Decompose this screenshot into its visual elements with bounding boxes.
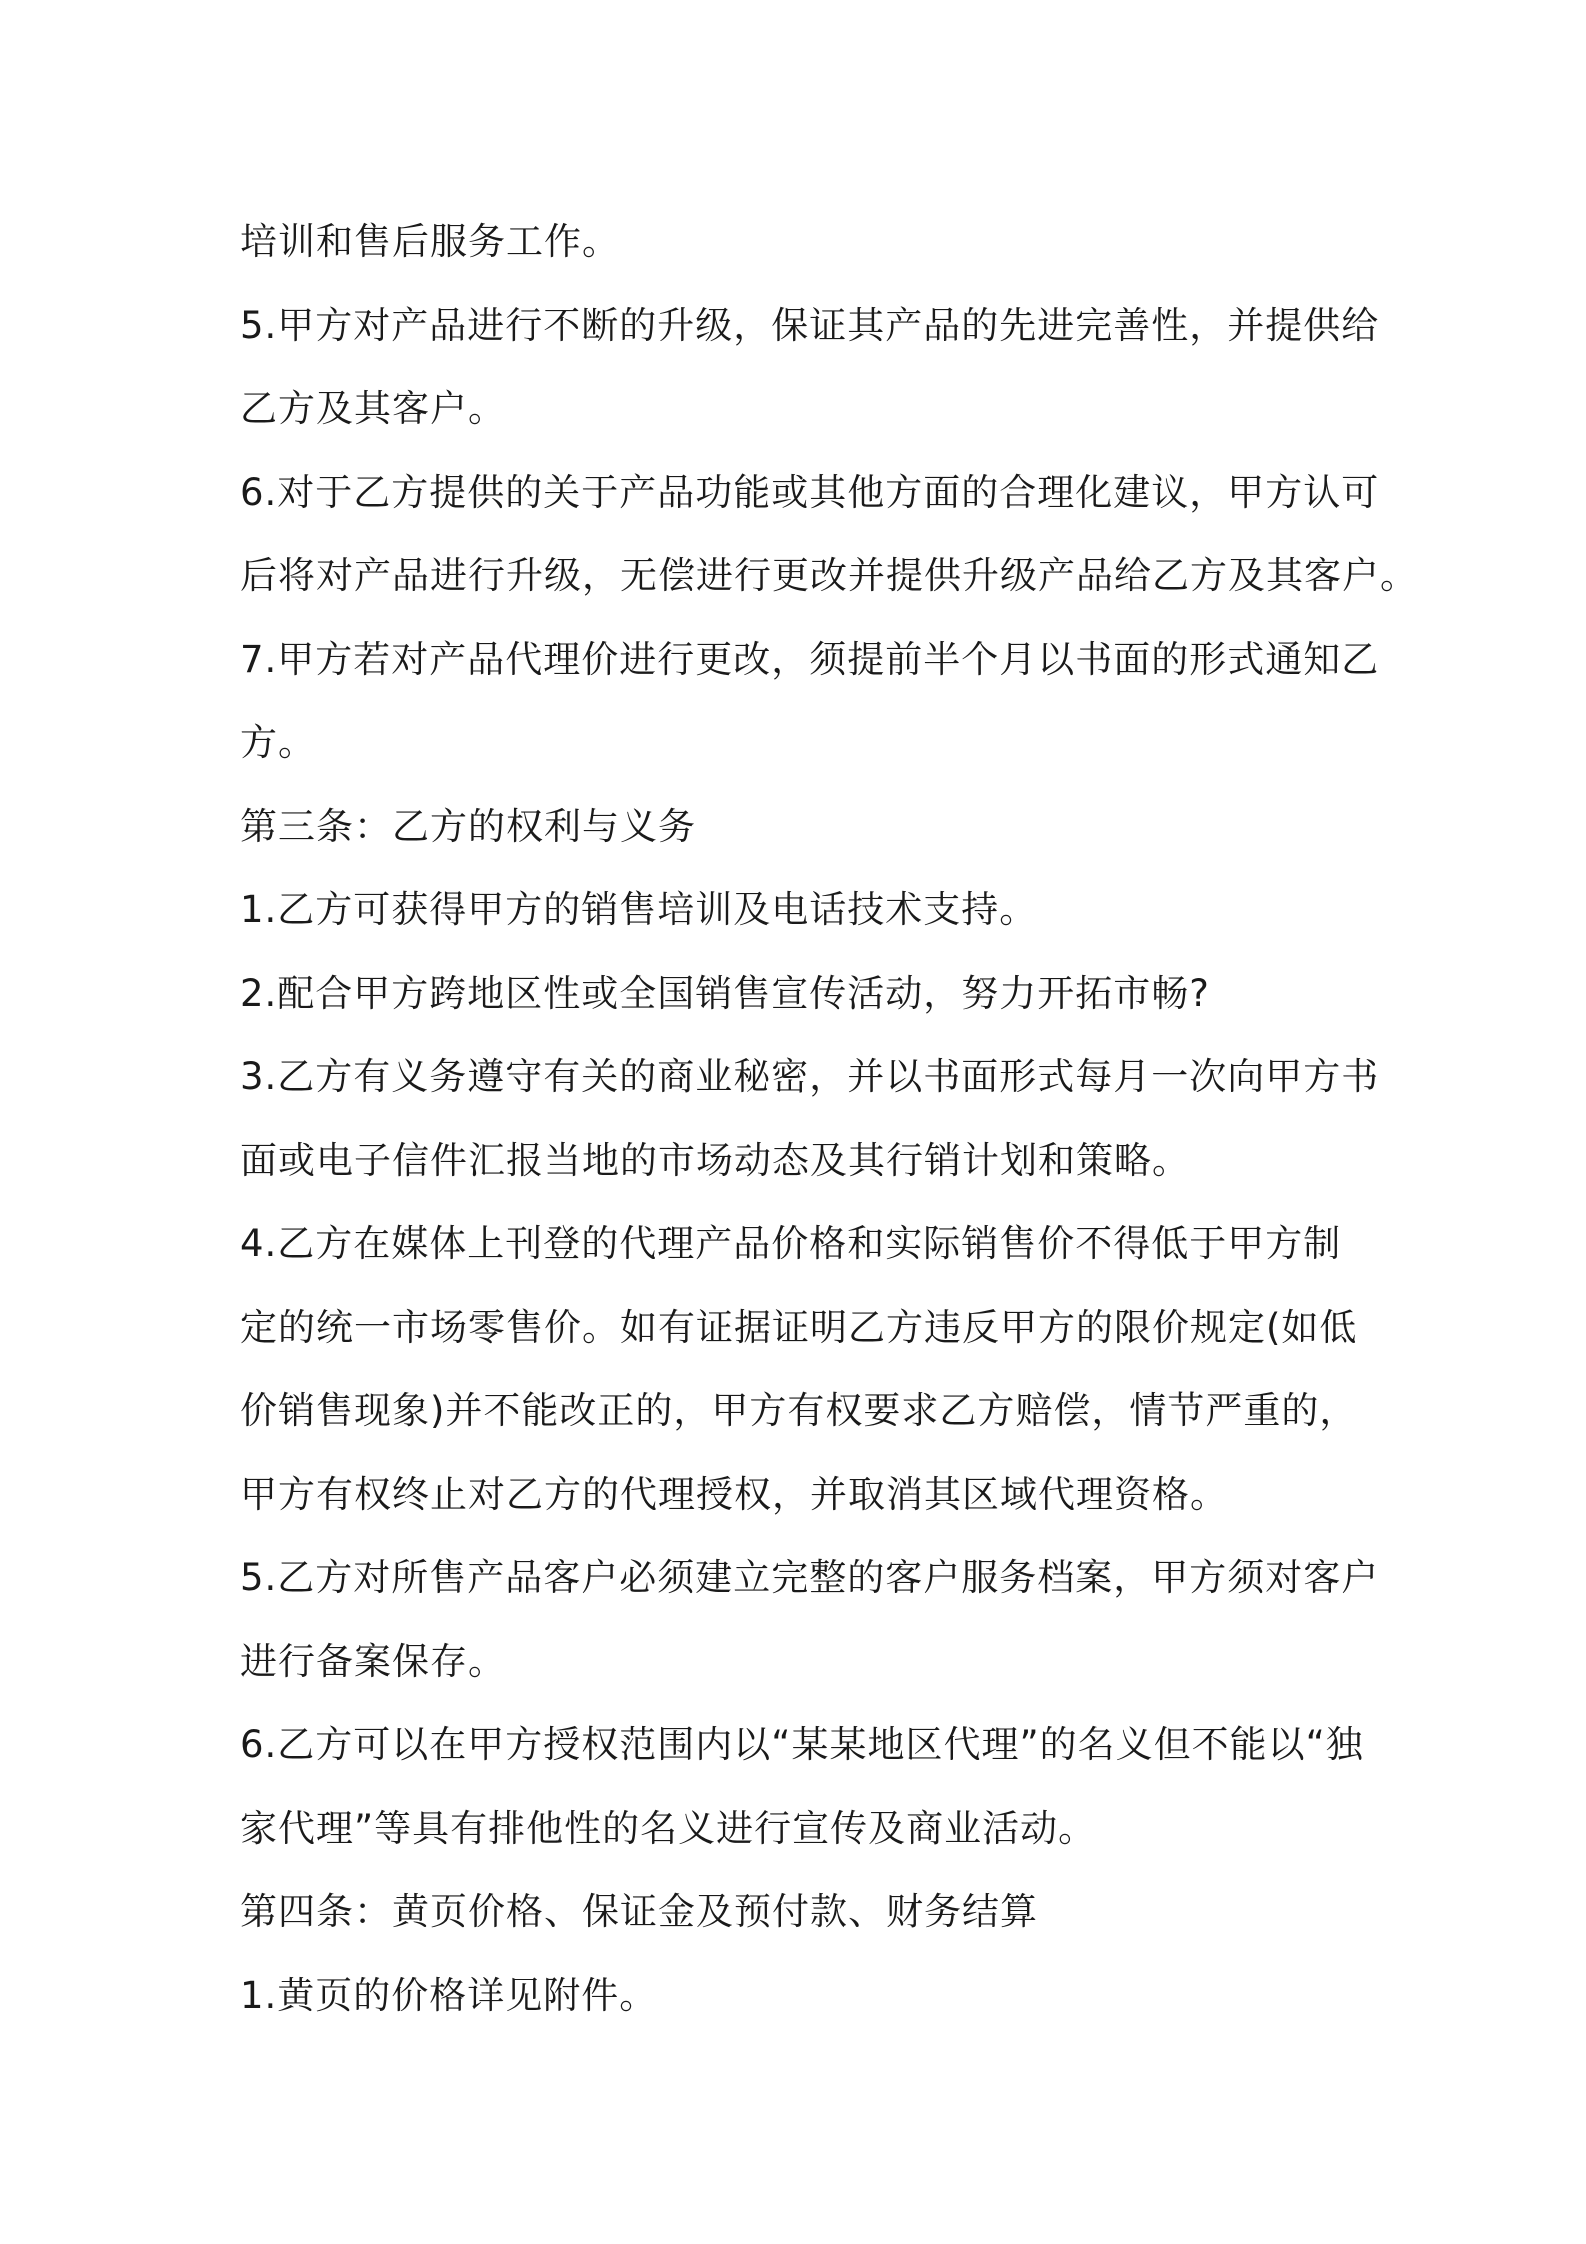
paragraph-line: 面或电子信件汇报当地的市场动态及其行销计划和策略。 (240, 1138, 1190, 1182)
paragraph-line: 4.乙方在媒体上刊登的代理产品价格和实际销售价不得低于甲方制 (240, 1222, 1342, 1265)
paragraph-line: 3.乙方有义务遵守有关的商业秘密，并以书面形式每月一次向甲方书 (240, 1055, 1380, 1098)
paragraph-line: 方。 (240, 721, 316, 764)
paragraph-line: 甲方有权终止对乙方的代理授权，并取消其区域代理资格。 (240, 1472, 1228, 1516)
paragraph-line: 6.对于乙方提供的关于产品功能或其他方面的合理化建议，甲方认可 (240, 470, 1380, 514)
document-body (240, 200, 1418, 2037)
section-heading: 第三条：乙方的权利与义务 (240, 804, 696, 848)
paragraph-line: 价销售现象)并不能改正的，甲方有权要求乙方赔偿，情节严重的， (240, 1389, 1358, 1432)
paragraph-line: 5.甲方对产品进行不断的升级，保证其产品的先进完善性，并提供给 (240, 303, 1380, 347)
paragraph-line: 7.甲方若对产品代理价进行更改，须提前半个月以书面的形式通知乙 (240, 637, 1380, 681)
paragraph-line: 进行备案保存。 (240, 1639, 506, 1683)
paragraph-line: 5.乙方对所售产品客户必须建立完整的客户服务档案，甲方须对客户 (240, 1556, 1380, 1599)
paragraph-line: 后将对产品进行升级，无偿进行更改并提供升级产品给乙方及其客户。 (240, 554, 1418, 597)
paragraph-line: 培训和售后服务工作。 (240, 220, 620, 263)
paragraph-line: 定的统一市场零售价。如有证据证明乙方违反甲方的限价规定(如低 (240, 1305, 1358, 1349)
paragraph-line: 6.乙方可以在甲方授权范围内以“某某地区代理”的名义但不能以“独 (240, 1723, 1364, 1766)
paragraph-line: 家代理”等具有排他性的名义进行宣传及商业活动。 (240, 1806, 1097, 1850)
paragraph-line: 1.黄页的价格详见附件。 (240, 1973, 658, 2017)
paragraph-line: 乙方及其客户。 (240, 387, 506, 430)
paragraph-line: 1.乙方可获得甲方的销售培训及电话技术支持。 (240, 888, 1038, 931)
paragraph-line: 2.配合甲方跨地区性或全国销售宣传活动，努力开拓市畅? (240, 971, 1210, 1015)
section-heading: 第四条：黄页价格、保证金及预付款、财务结算 (240, 1890, 1038, 1933)
